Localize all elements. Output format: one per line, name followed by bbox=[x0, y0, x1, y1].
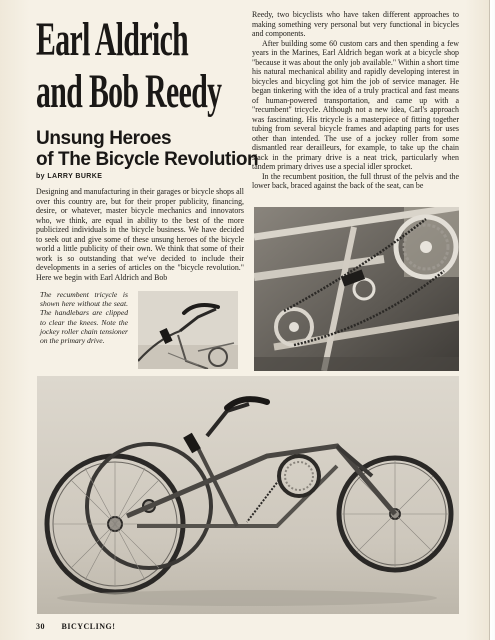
subheadline bbox=[36, 128, 259, 170]
headline-line-2: and Bob Reedy bbox=[36, 65, 222, 118]
subheadline-line-1: Unsung Heroes bbox=[36, 128, 172, 149]
right-column-paragraph-1: Reedy, two bicyclists who have taken different approaches to making something very personal but very functional in bicycles and components. bbox=[252, 10, 459, 38]
byline: by LARRY BURKE bbox=[36, 173, 103, 180]
handlebar-detail-photo bbox=[138, 291, 238, 369]
page-number: 30 bbox=[36, 622, 45, 631]
headline-line-1: Earl Aldrich bbox=[36, 13, 189, 66]
right-column-paragraph-3: In the recumbent position, the full thrust of the pelvis and the lower back, braced against the back of the seat, can be bbox=[252, 171, 459, 190]
chain-drive-detail-photo bbox=[254, 207, 459, 371]
recumbent-tricycle-photo bbox=[37, 376, 459, 614]
article-right-column bbox=[252, 10, 459, 191]
page-footer bbox=[36, 622, 115, 631]
right-column-paragraph-2: After building some 60 custom cars and then spending a few years in the Marines, Earl Aldrich began work at a bicycle shop "because it was about the only job available." Within a short time his natural mechanical ability and rapidly developing interest in bicycles and bicycling got him the job of service manager. He began tinkering with the idea of a truly practical and fast means of human-powered transportation, and came up with a "recumbent" tricycle. Although not a new idea, Carl's approach was fascinating. His tricycle is a masterpiece of fitting together tubing from several bicycle frames and adapting parts for uses other than intended. The use of a jockey roller from some dismantled rear derailleurs, for example, to take up the chain slack in the primary drive is a neat trick, particularly when tandem primary drives use a special idler sprocket. bbox=[252, 38, 459, 171]
left-column-paragraph: Designing and manufacturing in their garages or bicycle shops all over this country are, but for their proper publicity, financing, desire, or whatever, master bicycle mechanics and innovators who, we think, are equal in ability to the best of the more publicized individuals in the bicycle business. We have decided to seek out and give some of these unsung heroes of the bicycle world a little publicity of their own. We think that some of their work is so outstanding that we've decided to include their developments in a series of articles on the "bicycle revolution." Here we begin with Earl Aldrich and Bob bbox=[36, 187, 244, 282]
subheadline-line-2: of The Bicycle Revolution bbox=[36, 149, 259, 170]
photo-caption: The recumbent tricycle is shown here without the seat. The handlebars are clipped to clear the knees. Note the jockey roller chain tensioner on the primary drive. bbox=[40, 290, 128, 346]
page-edge bbox=[489, 0, 495, 640]
headline bbox=[36, 13, 222, 120]
article-left-column bbox=[36, 187, 244, 282]
magazine-name: BICYCLING! bbox=[61, 622, 116, 631]
